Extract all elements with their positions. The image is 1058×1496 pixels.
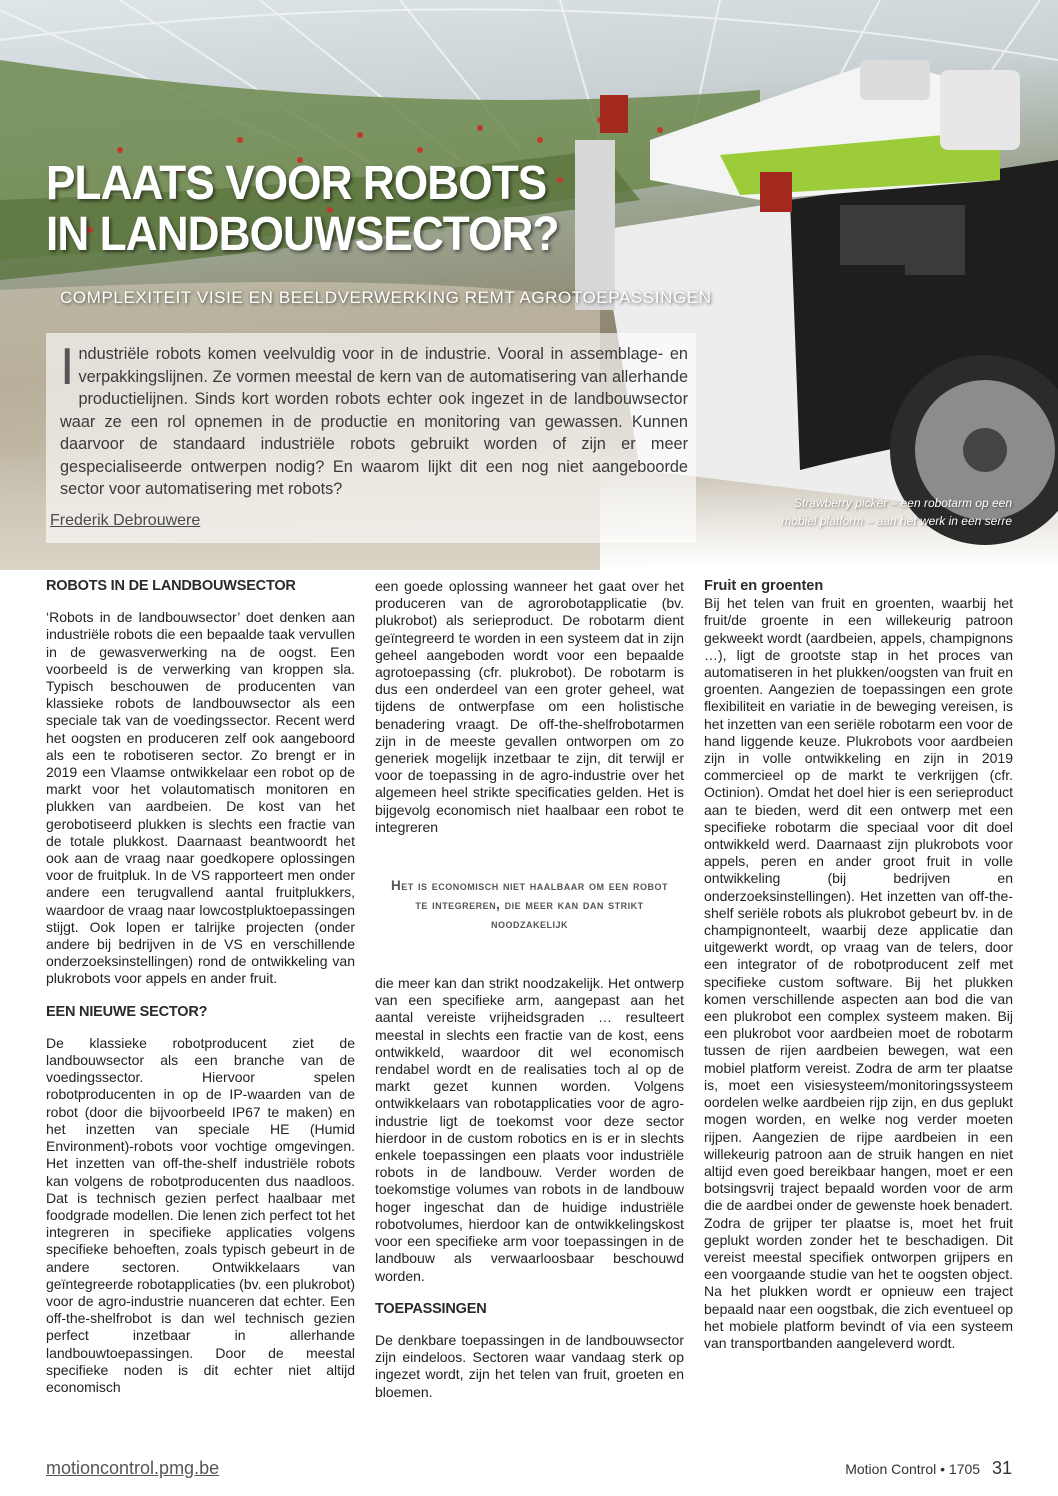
title-line-2: IN LANDBOUWSECTOR?: [46, 208, 559, 261]
spacer: [375, 1285, 684, 1301]
column-1: [46, 578, 355, 1396]
section-heading-robots: ROBOTS IN DE LANDBOUWSECTOR: [46, 578, 296, 594]
intro-paragraph: [60, 338, 688, 501]
paragraph-specifieke-arm: die meer kan dan strikt noodzakelijk. Het ontwerp van een specifieke arm, aangepast aan het aantal vereiste vrijheidsgraden … resulteert meestal in slechts een fractie van de kost, eens ontwikkeld, waardoor dit wel economisch rendabel wordt en de realisaties toch al op de markt gezet kunnen worden. Volgens ontwikkelaars van robotapplicaties voor de agro-industrie ligt de toekomst voor deze sector hierdoor in de custom robotics en is er in slechts enkele toepassingen een plaats voor industriële robots in de landbouw. Verder worden de toekomstige volumes van robots in de landbouw hoger ingeschat dan de huidige industriële robotvolumes, hierdoor kan de ontwikkelingskost voor een specifieke arm voor toepassingen in de landbouw als verwaarloosbaar beschouwd worden.: [375, 975, 684, 1284]
spacer: [46, 988, 355, 1004]
section-heading-nieuwe-sector: EEN NIEUWE SECTOR?: [46, 1003, 208, 1020]
paragraph-continued: een goede oplossing wanneer het gaat over het produceren van de agrorobotapplicatie (bv. plukrobot) als serieproduct. De robotarm dient geïntegreerd te worden in een systeem dat in zijn geheel aangeboden wordt voor een bepaalde agrotoepassing (cfr. plukrobot). De robotarm is dus een onderdeel van een groter geheel, wat tijdens de ontwerpfase om een holistische benadering vraagt. De off-the-shelfrobotarmen zijn in de meeste gevallen ontworpen om zo generiek mogelijk inzetbaar te zijn, dit terwijl er voor de toepassing in de agro-industrie over het algemeen heel strikte specificaties gelden. Het is bijgevolg economisch niet haalbaar een robot te integreren: [375, 578, 684, 835]
photo-caption: [752, 494, 1012, 530]
issue-label: Motion Control • 1705: [845, 1461, 981, 1477]
title-line-1: PLAATS VOOR ROBOTS: [46, 157, 547, 210]
subheading-fruit-groenten: Fruit en groenten: [704, 578, 824, 594]
column-3: [704, 578, 1013, 1352]
paragraph-fruit-groenten: Bij het telen van fruit en groenten, waarbij het fruit/de groente in een willekeurig patroon gekweekt wordt (aardbeien, appels, champignons …), ligt de grootste stap in het proces van automatiseren in het plukken/oogsten van fruit en groenten. Aangezien de toepassingen een grote flexibiliteit en variatie in de beweging vereisen, is het inzetten van een seriële robotarm een voor de hand liggende keuze. Plukrobots voor aardbeien zijn in volle ontwikkeling en zijn in 2019 commercieel op de markt te verkrijgen (cfr. Octinion). Omdat het doel hier is een serieproduct aan te bieden, werd dit een ontwerp met een specifieke robotarm die speciaal voor dit doel ontwikkeld werd. Daarnaast zijn plukrobots voor appels, peren en ander groot fruit in volle ontwikkeling (bij bedrijven en onderzoeksinstellingen). Het inzetten van off-the-shelf seriële robots als plukrobot gebeurt bv. in de champignonteelt, waarbij deze applicatie dan uitgewerkt wordt, op vraag van de telers, door een integrator of de robotproducent zelf met specifieke custom software. Bij het plukken komen verschillende aspecten aan bod die van een plukrobot een complex systeem maken. Bij een plukrobot voor aardbeien moet de robotarm tussen de rijen aardbeien bewegen, wat een mobiel platform vereist. Zodra de arm ter plaatse is, moet een visiesysteem/monitoringssysteem oordelen welke aardbeien rijp zijn, en dus geplukt mogen worden, en welke nog verder moeten rijpen. Aangezien de rijpe aardbeien in een willekeurig patroon aan de struik hangen en niet altijd even goed bereikbaar hangen, moet er een botsingsvrij traject bepaald worden voor de arm die de aardbei onder de gewenste hoek benadert. Zodra de grijper ter plaatse is, moet het fruit geplukt worden zonder het te beschadigen. Dit vereist meestal specifiek ontworpen grijpers en een voorgaande studie van het te oogsten object. Na het plukken wordt er opnieuw een traject bepaald naar een oogstbak, die zich eventueel op het mobiele platform bevindt of via een systeem van transportbanden aangeleverd wordt.: [704, 595, 1014, 1351]
page-number: 31: [991, 1458, 1012, 1478]
pull-quote: Het is economisch niet haalbaar om een robot te integreren, die meer kan dan strikt noodzakelijk: [390, 878, 668, 932]
paragraph-toepassingen: De denkbare toepassingen in de landbouwsector zijn eindeloos. Sectoren waar vandaag sterk op ingezet wordt, zijn het telen van fruit, groeten en bloemen.: [375, 1331, 684, 1400]
footer-issue: [845, 1458, 1012, 1479]
page-subtitle: COMPLEXITEIT VISIE EN BEELDVERWERKING REMT AGROTOEPASSINGEN: [60, 288, 712, 307]
paragraph-nieuwe-sector: De klassieke robotproducent ziet de landbouwsector als een branche van de voedingssector. Hiervoor spelen robotproducenten in op de IP-waarden van de robot (door die bijvoorbeeld IP67 te maken) en het inzetten van speciale HE (Humid Environment)-robots voor vochtige omgevingen. Het inzetten van off-the-shelf industriële robots kan volgens de robotproducenten dus naadloos. Dat is technisch gezien perfect haalbaar met foodgrade modellen. Die lenen zich perfect tot het integreren in specifieke applicaties volgens specifieke behoeften, zoals typisch gebeurt in de andere sectoren. Ontwikkelaars van geïntegreerde robotapplicaties (bv. een plukrobot) voor de agro-industrie nuanceren dat echter. Een off-the-shelfrobot is dan wel technisch gezien perfect inzetbaar in allerhande landbouwtoepassingen. Door de meestal specifieke noden is dit echter niet altijd economisch: [46, 1034, 355, 1395]
caption-line-1: Strawberry picker – een robotarm op een: [793, 496, 1012, 510]
page-title: [46, 158, 559, 260]
paragraph-robots: ‘Robots in de landbouwsector’ doet denken aan industriële robots die een bepaalde taak vervullen in de gewasverwerking na de oogst. Een voorbeeld is de verwerking van kroppen sla. Typisch beschouwen de producenten van klassieke robots de landbouwsector als een speciale tak van de voedingssector. Recent werd het oogsten en produceren zelf ook aangeboord als een te robotiseren sector. Zo brengt er in 2019 een Vlaamse ontwikkelaar een robot op de markt voor het volautomatisch monitoren en plukken van aardbeien. De kost van het gerobotiseerd plukken is slechts een fractie van de totale plukkost. Daarnaast beantwoordt het ook aan de vraag naar goedkopere oplossingen voor de fruitpluk. In de VS rapporteert men onder andere een terugvallend aantal fruitplukkers, waardoor de vraag naar lowcostpluktoepassingen stijgt. Ook lopen er talrijke projecten (onder andere bij bedrijven in de VS en verschillende onderzoeksinstellingen) rond de ontwikkeling van plukrobots voor appels en ander fruit.: [46, 609, 355, 987]
intro-dropcap: I: [60, 338, 75, 396]
column-2: [375, 578, 684, 1401]
intro-text: ndustriële robots komen veelvuldig voor in de industrie. Vooral in assemblage- en verpakkingslijnen. Ze vormen meestal de kern van de automatisering van allerhande productielijnen. Sinds kort worden robots echter ook ingezet in de landbouwsector waar ze een rol opnemen in de productie en monitoring van gewassen. Kunnen daarvoor de standaard industriële robots gebruikt worden of zijn er meer gespecialiseerde ontwerpen nodig? En waarom lijkt dit een nog niet aangeboorde sector voor automatisering met robots?: [60, 345, 688, 498]
website-link[interactable]: motioncontrol.pmg.be: [46, 1458, 220, 1478]
section-heading-toepassingen: TOEPASSINGEN: [375, 1300, 487, 1317]
hero-photo: [0, 0, 1058, 570]
caption-line-2: mobiel platform – aan het werk in een serre: [781, 514, 1012, 528]
author-link[interactable]: Frederik Debrouwere: [50, 512, 201, 529]
